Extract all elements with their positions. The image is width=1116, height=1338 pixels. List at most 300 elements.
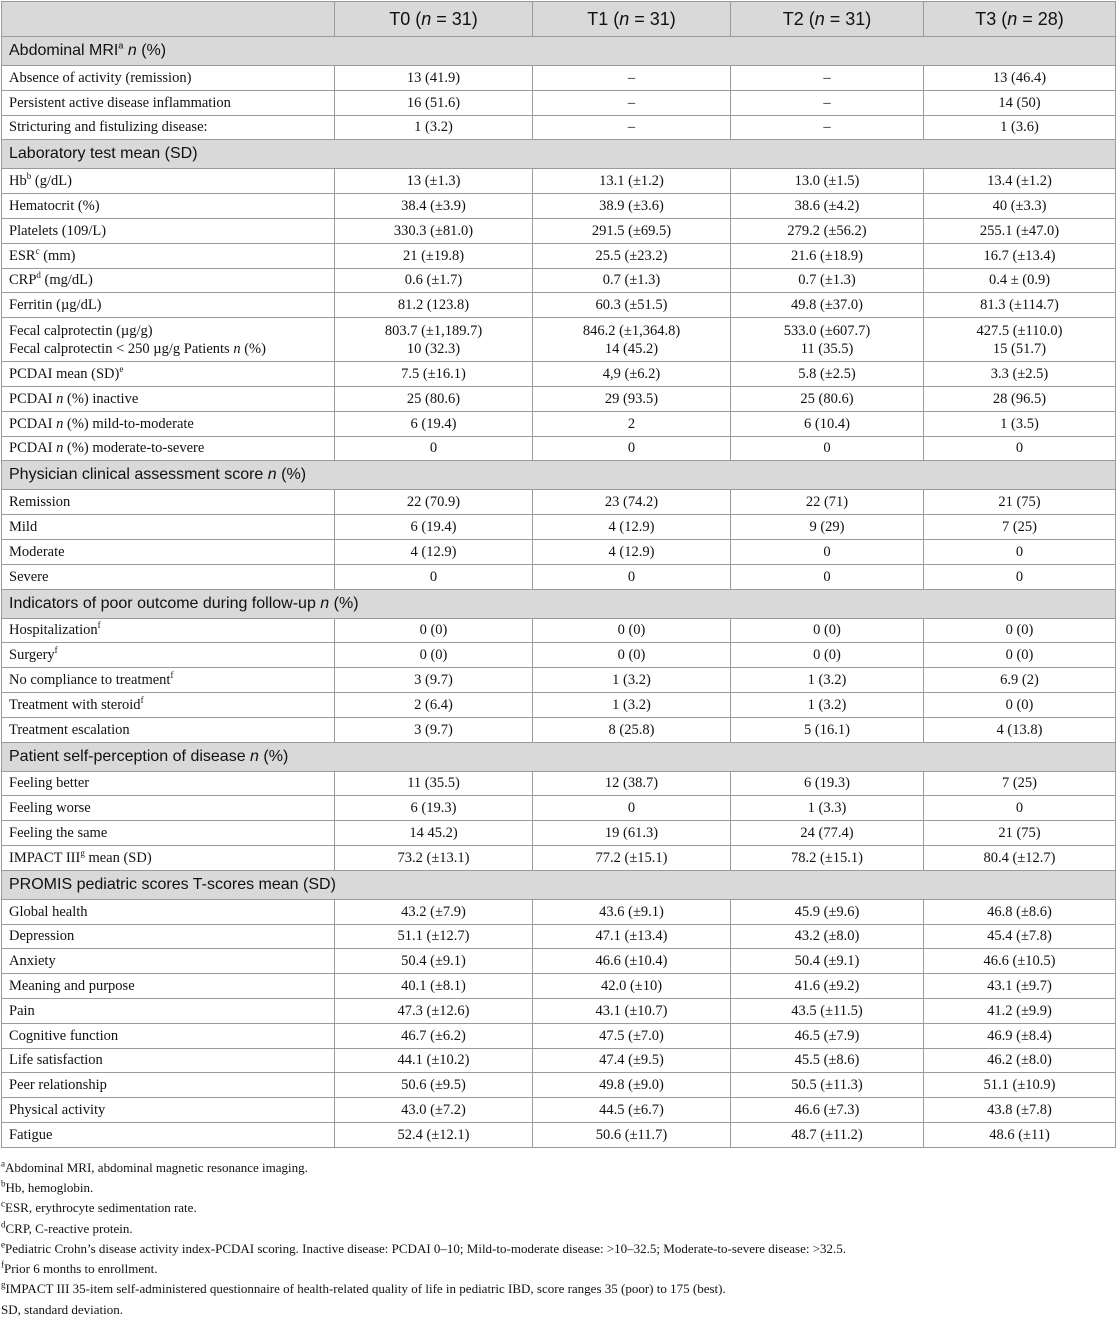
n-symbol: n [320, 594, 330, 612]
row-label [2, 821, 335, 846]
value-text: 38.4 (±3.9) [401, 198, 466, 215]
table-row [2, 490, 1116, 515]
footnote-text: Prior 6 months to enrollment. [4, 1261, 158, 1277]
table-row [2, 90, 1116, 115]
value-text: 1 (3.2) [807, 672, 847, 689]
value-cell [731, 515, 924, 540]
table-row [2, 692, 1116, 717]
footnote-marker: b [26, 171, 32, 182]
value-cell [924, 436, 1116, 461]
value-text: 50.5 (±11.3) [791, 1077, 863, 1094]
section-title-text: Laboratory test mean (SD) [9, 145, 198, 163]
value-cell [731, 1098, 924, 1123]
value-text: 3.3 (±2.5) [990, 366, 1049, 383]
row-label-text: Treatment with steroid [9, 696, 141, 713]
row-label-text: ESR [9, 247, 36, 264]
value-text: 1 (3.2) [612, 696, 651, 713]
row-label-text: Feeling the same [9, 825, 108, 842]
row-label-text: (mm) [39, 247, 76, 264]
value-text: 42.0 (±10) [600, 978, 663, 994]
value-cell [533, 268, 731, 293]
value-cell [731, 115, 924, 140]
value-text: 43.1 (±9.7) [987, 978, 1052, 994]
value-text: 0 (0) [1005, 622, 1034, 639]
value-cell [924, 1048, 1116, 1073]
row-label-text: No compliance to treatment [9, 672, 171, 689]
row-label-text: Feeling worse [9, 800, 91, 817]
value-text: 11 (35.5) [407, 775, 460, 792]
value-text: 46.7 (±6.2) [401, 1027, 466, 1044]
table-row [2, 218, 1116, 243]
row-label [2, 692, 335, 717]
table-row [2, 386, 1116, 411]
value-cell [924, 949, 1116, 974]
row-label-text: Depression [9, 928, 75, 945]
timepoint-label: T3 [975, 9, 997, 29]
row-label [2, 243, 335, 268]
row-label-text: Hospitalization [9, 622, 98, 639]
row-label-text: Mild [9, 519, 38, 536]
value-text: 3 (9.7) [414, 672, 453, 689]
value-cell [335, 1023, 533, 1048]
row-label-text: Stricturing and fistulizing disease: [9, 119, 208, 136]
value-cell [731, 436, 924, 461]
value-text: 8 (25.8) [608, 721, 655, 738]
row-label [2, 845, 335, 870]
value-text: 19 (61.3) [604, 825, 659, 842]
value-text: 50.4 (±9.1) [794, 953, 860, 970]
value-cell [924, 411, 1116, 436]
row-label [2, 115, 335, 140]
value-text: 6 (19.3) [410, 800, 457, 817]
footnote-marker: a [1, 1158, 5, 1169]
value-cell [533, 618, 731, 643]
value-cell [731, 362, 924, 387]
value-text: 0 [1015, 568, 1024, 585]
footnote-marker: f [97, 620, 101, 631]
footnote-text: Abdominal MRI, abdominal magnetic resonance imaging. [5, 1159, 308, 1175]
value-text: 0 [1015, 440, 1024, 457]
value-cell [335, 1048, 533, 1073]
n-symbol: n [267, 466, 277, 484]
row-label [2, 515, 335, 540]
table-row [2, 717, 1116, 742]
value-text: 0 [627, 440, 636, 457]
value-cell [924, 90, 1116, 115]
table-row [2, 362, 1116, 387]
row-label [2, 362, 335, 387]
table-row [2, 1048, 1116, 1073]
row-label-text: Feeling better [9, 775, 90, 792]
value-cell [731, 692, 924, 717]
footnote-marker: g [1, 1280, 6, 1291]
value-cell [335, 618, 533, 643]
value-cell [533, 643, 731, 668]
table-row [2, 515, 1116, 540]
value-text: 48.6 (±11) [989, 1126, 1050, 1143]
value-cell [335, 924, 533, 949]
row-label [2, 1122, 335, 1147]
row-label-text: Hematocrit (%) [9, 198, 100, 215]
footnote-marker: e [1, 1239, 5, 1250]
table-row [2, 1073, 1116, 1098]
table-row [2, 643, 1116, 668]
row-label-text: Life satisfaction [9, 1052, 103, 1069]
table-row [2, 115, 1116, 140]
value-cell [924, 318, 1116, 362]
sample-size: 28 [1037, 9, 1058, 29]
value-cell [924, 771, 1116, 796]
table-row [2, 66, 1116, 91]
table-row [2, 668, 1116, 693]
table-row [2, 411, 1116, 436]
row-label [2, 618, 335, 643]
value-text: 0 [627, 800, 636, 817]
value-text: 0.4 ± (0.9) [988, 272, 1051, 289]
value-cell [335, 490, 533, 515]
table-row [2, 243, 1116, 268]
value-text: 38.6 (±4.2) [794, 198, 860, 215]
value-text: 21 (75) [998, 825, 1041, 842]
value-text: 255.1 (±47.0) [979, 222, 1060, 239]
row-label [2, 668, 335, 693]
value-text: – [823, 94, 831, 111]
value-cell [731, 821, 924, 846]
value-cell [335, 386, 533, 411]
value-text: 14 (45.2) [604, 341, 659, 358]
value-text: 21 (75) [998, 494, 1041, 511]
section-row [2, 140, 1116, 169]
value-text: 46.6 (±10.5) [983, 953, 1056, 970]
footnote-text: CRP, C-reactive protein. [5, 1220, 133, 1236]
value-cell [335, 318, 533, 362]
value-cell [533, 821, 731, 846]
footnote-marker: d [36, 270, 41, 281]
n-symbol: n [56, 415, 64, 432]
value-cell [924, 924, 1116, 949]
value-text: 803.7 (±1,189.7) [384, 323, 483, 340]
row-label-text: PCDAI [9, 415, 57, 432]
value-text: 6 (10.4) [804, 415, 850, 432]
row-label [2, 899, 335, 924]
value-text: – [627, 69, 636, 86]
value-text: 47.4 (±9.5) [599, 1052, 664, 1069]
value-text: 6 (19.3) [804, 775, 850, 792]
footnote-marker: f [1, 1259, 4, 1270]
row-label [2, 717, 335, 742]
value-text: 0 (0) [813, 622, 841, 639]
value-text: 4 (12.9) [608, 543, 655, 560]
value-text: 846.2 (±1,364.8) [582, 323, 681, 340]
footnote [1, 1178, 1116, 1198]
value-text: 15 (51.7) [992, 341, 1047, 358]
value-cell [533, 218, 731, 243]
value-cell [335, 1122, 533, 1147]
value-cell [533, 1048, 731, 1073]
value-text: 13.0 (±1.5) [794, 173, 860, 190]
row-label-text: Fecal calprotectin < 250 µg/g Patients [9, 341, 234, 358]
value-cell [335, 1073, 533, 1098]
row-label-text: Absence of activity (remission) [9, 69, 192, 86]
value-cell [335, 436, 533, 461]
value-text: 13 (46.4) [992, 69, 1047, 86]
value-text: 0.7 (±1.3) [798, 272, 856, 289]
value-cell [533, 515, 731, 540]
value-text: 46.6 (±7.3) [794, 1101, 860, 1118]
row-label-text: Global health [9, 903, 88, 920]
value-text: 25 (80.6) [406, 390, 461, 407]
value-cell [533, 1098, 731, 1123]
header-timepoint-t0: T0 (n = 31) [335, 2, 533, 37]
value-text: 11 (35.5) [800, 341, 854, 358]
value-cell [335, 668, 533, 693]
header-row [2, 2, 1116, 37]
table-row [2, 618, 1116, 643]
footnote-marker: c [1, 1198, 5, 1209]
section-row [2, 742, 1116, 771]
n-symbol: n [56, 390, 64, 407]
value-cell [924, 169, 1116, 194]
row-label [2, 924, 335, 949]
value-cell [335, 169, 533, 194]
value-text: 1 (3.2) [612, 672, 651, 689]
row-label [2, 90, 335, 115]
row-label [2, 564, 335, 589]
value-cell [731, 1023, 924, 1048]
n-symbol: n [233, 341, 241, 358]
value-text: 81.2 (123.8) [397, 297, 470, 314]
value-text: 533.0 (±607.7) [783, 323, 871, 340]
row-label-text: Persistent active disease inflammation [9, 94, 231, 111]
footnotes [1, 1158, 1116, 1320]
value-text: 5 (16.1) [804, 721, 850, 738]
value-text: 0 [823, 568, 831, 585]
footnote [1, 1158, 1116, 1178]
row-label [2, 169, 335, 194]
value-cell [533, 924, 731, 949]
value-cell [335, 771, 533, 796]
value-text: 43.2 (±7.9) [401, 903, 466, 920]
value-cell [533, 243, 731, 268]
value-text: 43.6 (±9.1) [599, 903, 664, 920]
value-text: 81.3 (±114.7) [980, 297, 1059, 314]
table-row [2, 564, 1116, 589]
value-text: 13 (41.9) [406, 69, 461, 86]
value-cell [533, 169, 731, 194]
value-cell [731, 1073, 924, 1098]
value-cell [924, 1023, 1116, 1048]
table-row [2, 845, 1116, 870]
footnote-text: Hb, hemoglobin. [5, 1179, 94, 1195]
row-label-text: Meaning and purpose [9, 978, 135, 994]
row-label-text: Anxiety [9, 953, 56, 970]
table-row [2, 539, 1116, 564]
timepoint-label: T0 [389, 9, 411, 29]
value-text: 0.6 (±1.7) [404, 272, 463, 289]
value-cell [731, 845, 924, 870]
value-text: 50.6 (±9.5) [401, 1077, 466, 1094]
table-row [2, 899, 1116, 924]
row-label [2, 771, 335, 796]
value-text: 21.6 (±18.9) [791, 247, 863, 264]
value-text: 0 [1015, 800, 1024, 817]
value-text: 46.2 (±8.0) [987, 1052, 1052, 1069]
row-label [2, 386, 335, 411]
value-text: 6 (19.4) [410, 519, 457, 536]
value-cell [924, 293, 1116, 318]
value-cell [335, 515, 533, 540]
value-text: 7.5 (±16.1) [401, 366, 466, 383]
value-text: 25 (80.6) [800, 390, 854, 407]
section-suffix: (%) [281, 466, 307, 484]
value-cell [335, 243, 533, 268]
row-label [2, 1048, 335, 1073]
table-row [2, 1098, 1116, 1123]
value-cell [533, 564, 731, 589]
sample-size: 31 [845, 9, 866, 29]
value-cell [924, 717, 1116, 742]
value-cell [731, 268, 924, 293]
value-cell [335, 218, 533, 243]
value-cell [533, 845, 731, 870]
row-label [2, 998, 335, 1023]
row-label [2, 490, 335, 515]
value-text: 2 (6.4) [414, 696, 453, 713]
value-cell [533, 796, 731, 821]
value-cell [731, 90, 924, 115]
value-text: 46.8 (±8.6) [987, 903, 1052, 920]
header-timepoint-t1: T1 (n = 31) [533, 2, 731, 37]
row-label-text: IMPACT III [9, 849, 81, 866]
footnote [1, 1239, 1116, 1259]
section-title-text: Patient self-perception of disease [9, 747, 246, 765]
value-cell [335, 564, 533, 589]
table-row [2, 998, 1116, 1023]
footnote [1, 1259, 1116, 1279]
value-cell [533, 539, 731, 564]
value-text: 21 (±19.8) [402, 247, 465, 264]
value-cell [731, 668, 924, 693]
value-text: 14 45.2) [409, 825, 458, 842]
value-cell [924, 218, 1116, 243]
section-title [2, 589, 1116, 618]
value-cell [533, 115, 731, 140]
row-label-text: Severe [9, 568, 49, 585]
row-label-text: (%) [240, 341, 266, 358]
value-text: 5.8 (±2.5) [798, 366, 856, 383]
row-label [2, 268, 335, 293]
footnote-marker: b [1, 1178, 6, 1189]
n-symbol: n [250, 747, 259, 765]
section-suffix: (%) [141, 42, 167, 59]
section-title [2, 742, 1116, 771]
row-label [2, 974, 335, 999]
value-cell [731, 66, 924, 91]
value-text: 25.5 (±23.2) [595, 247, 668, 264]
value-text: 41.6 (±9.2) [794, 978, 860, 994]
value-cell [533, 490, 731, 515]
value-text: 77.2 (±15.1) [595, 849, 668, 866]
value-cell [731, 717, 924, 742]
value-cell [731, 899, 924, 924]
value-text: 49.8 (±9.0) [599, 1077, 664, 1094]
row-label-text: Hb [9, 173, 27, 190]
value-text: 10 (32.3) [406, 341, 461, 358]
value-cell [533, 717, 731, 742]
row-label [2, 66, 335, 91]
row-label [2, 318, 335, 362]
value-cell [533, 974, 731, 999]
value-cell [335, 845, 533, 870]
value-text: 3 (9.7) [414, 721, 453, 738]
row-label [2, 1073, 335, 1098]
value-text: 0 (0) [1005, 696, 1034, 713]
value-cell [533, 899, 731, 924]
row-label-text: Cognitive function [9, 1027, 119, 1044]
value-cell [533, 90, 731, 115]
section-title-text: Indicators of poor outcome during follow-up [9, 594, 316, 612]
value-cell [335, 796, 533, 821]
value-text: 14 (50) [998, 94, 1041, 111]
value-cell [924, 243, 1116, 268]
value-text: 40 (±3.3) [992, 198, 1047, 215]
row-label-text: (%) moderate-to-severe [63, 440, 205, 457]
n-symbol: n [1007, 9, 1018, 29]
value-text: 16.7 (±13.4) [983, 247, 1056, 264]
value-cell [335, 692, 533, 717]
table-row [2, 293, 1116, 318]
value-text: 48.7 (±11.2) [791, 1126, 863, 1143]
value-text: 45.4 (±7.8) [987, 928, 1052, 945]
table-row [2, 436, 1116, 461]
row-label [2, 949, 335, 974]
value-text: 78.2 (±15.1) [791, 849, 863, 866]
value-text: 0 (0) [617, 647, 646, 664]
value-cell [335, 115, 533, 140]
value-text: 1 (3.3) [807, 800, 847, 817]
value-text: 73.2 (±13.1) [397, 849, 470, 866]
value-cell [924, 362, 1116, 387]
value-text: 13.1 (±1.2) [599, 173, 664, 190]
value-text: 0 [823, 543, 831, 560]
row-label [2, 539, 335, 564]
value-text: 46.9 (±8.4) [987, 1027, 1052, 1044]
value-text: 330.3 (±81.0) [393, 222, 474, 239]
value-text: 0 [1015, 543, 1024, 560]
value-cell [924, 668, 1116, 693]
table-row [2, 924, 1116, 949]
value-text: 43.0 (±7.2) [401, 1101, 466, 1118]
row-label [2, 218, 335, 243]
value-cell [335, 949, 533, 974]
value-text: 44.5 (±6.7) [599, 1101, 664, 1118]
value-text: 6 (19.4) [410, 415, 457, 432]
value-text: 60.3 (±51.5) [595, 297, 668, 314]
value-text: 28 (96.5) [992, 390, 1047, 407]
value-text: 0.7 (±1.3) [602, 272, 661, 289]
row-label-text: Moderate [9, 543, 65, 560]
value-cell [924, 643, 1116, 668]
value-text: 22 (71) [805, 494, 849, 511]
row-label-text: Pain [9, 1002, 35, 1019]
n-symbol: n [619, 9, 630, 29]
value-cell [731, 243, 924, 268]
value-cell [731, 1122, 924, 1147]
value-cell [924, 115, 1116, 140]
value-cell [924, 515, 1116, 540]
value-cell [335, 268, 533, 293]
value-text: 1 (3.5) [1000, 415, 1039, 432]
